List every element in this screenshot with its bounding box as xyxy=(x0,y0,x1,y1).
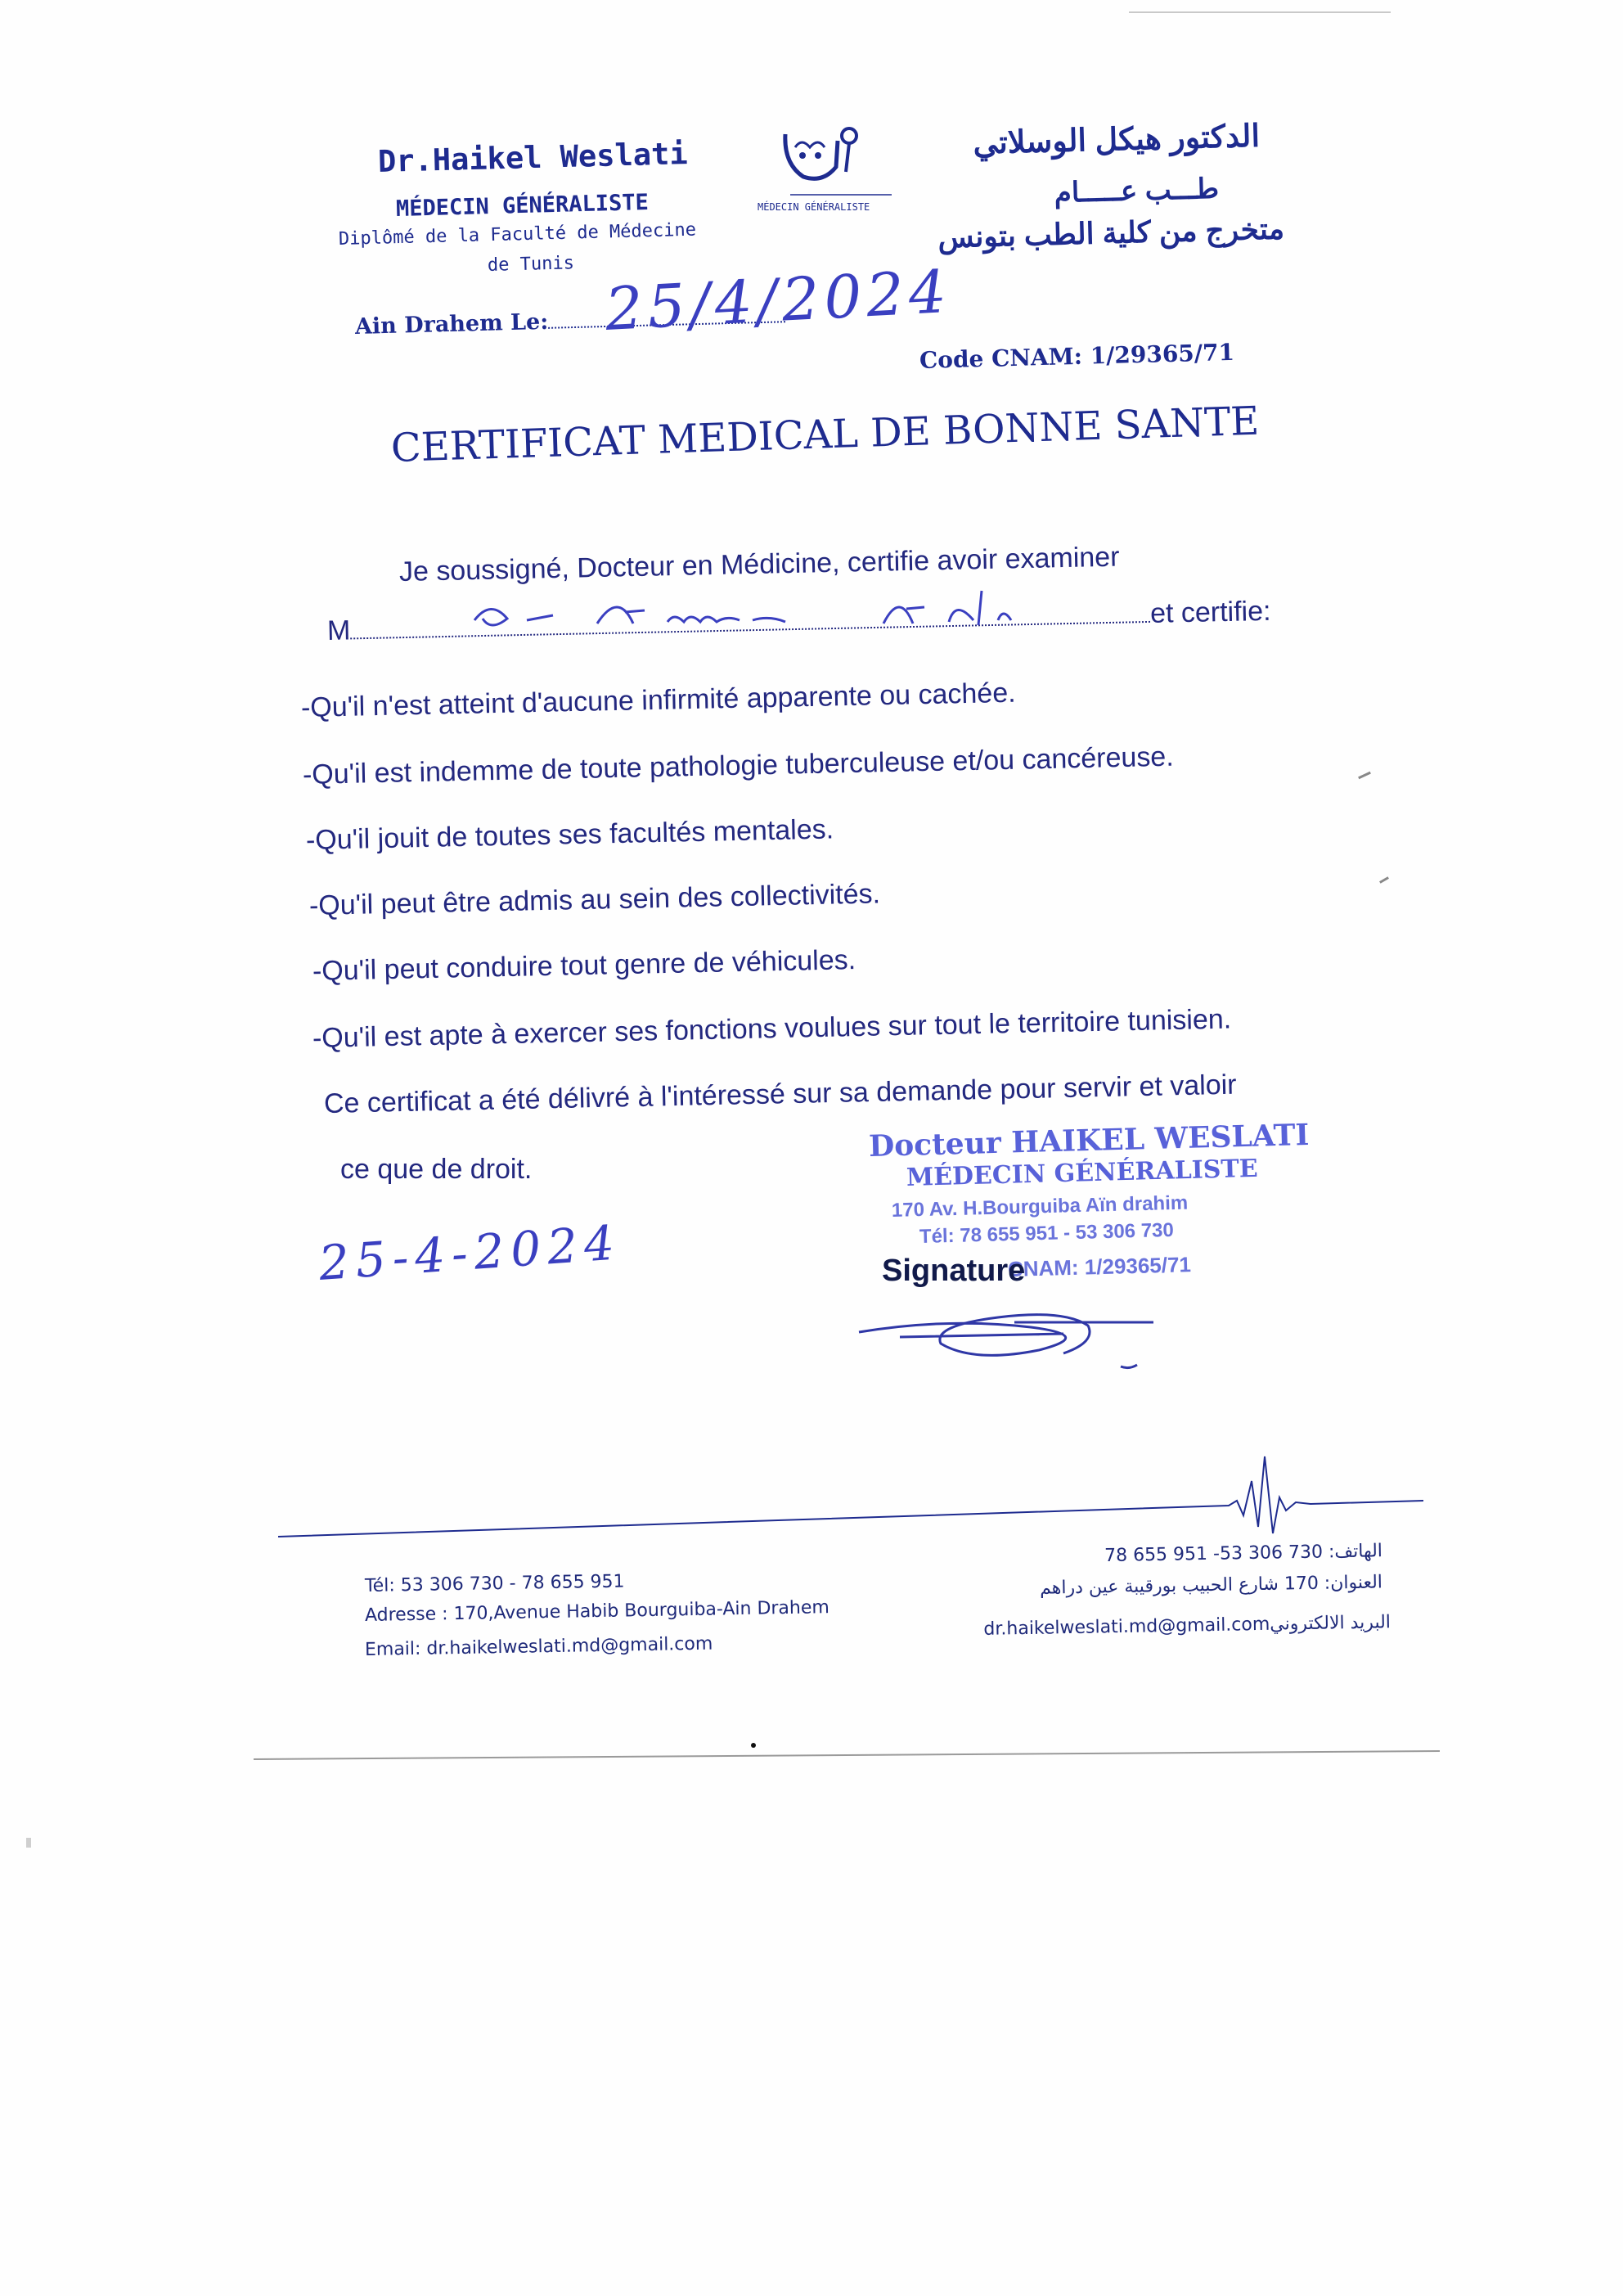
stamp-doctor-name: Docteur HAIKEL WESLATI xyxy=(868,1117,1310,1164)
patient-name-scribble xyxy=(458,583,1145,648)
intro-line: Je soussigné, Docteur en Médicine, certifie avoir examiner xyxy=(398,541,1120,588)
doctor-name: Dr.Haikel Weslati xyxy=(377,136,689,179)
patient-prefix: M xyxy=(326,615,351,646)
place-label: Ain Drahem Le: xyxy=(354,308,549,340)
stamp-phone: Tél: 78 655 951 - 53 306 730 xyxy=(919,1218,1175,1248)
clause-3: -Qu'il jouit de toutes ses facultés mentales. xyxy=(305,813,834,856)
clause-2: -Qu'il est indemme de toute pathologie tuberculeuse et/ou cancéreuse. xyxy=(302,741,1175,790)
footer-ar-address: العنوان: 170 شارع الحبيب بورقيبة عين دراهم xyxy=(1039,1572,1383,1599)
certificate-title: CERTIFICAT MEDICAL DE BONNE SANTE xyxy=(390,398,1261,471)
doctor-specialty: MÉDECIN GÉNÉRALISTE xyxy=(395,189,650,222)
footer-ar-email xyxy=(933,1612,1391,1641)
clause-4: -Qu'il peut être admis au sein des collectivités. xyxy=(308,878,881,921)
stamp-address: 170 Av. H.Bourguiba Aïn drahim xyxy=(891,1191,1189,1222)
arabic-diploma: متخرج من كلية الطب بتونس xyxy=(937,211,1285,254)
scan-mark-right-2 xyxy=(1379,876,1389,884)
medical-logo xyxy=(753,123,892,213)
footer-ar-tel: الهاتف: 730 306 53- 951 655 78 xyxy=(1104,1541,1383,1567)
stamp-specialty: MÉDECIN GÉNÉRALISTE xyxy=(906,1154,1259,1192)
handwritten-signature xyxy=(851,1285,1178,1383)
footer-bottom-line xyxy=(254,1748,1448,1764)
diploma-line-2: de Tunis xyxy=(487,253,575,276)
clause-1: -Qu'il n'est atteint d'aucune infirmité apparente ou cachée. xyxy=(300,677,1016,723)
clause-5: -Qu'il peut conduire tout genre de véhicules. xyxy=(312,944,856,987)
footer-email: Email: dr.haikelweslati.md@gmail.com xyxy=(364,1633,713,1660)
scan-mark-left xyxy=(26,1838,31,1848)
footer-tel: Tél: 53 306 730 - 78 655 951 xyxy=(364,1571,625,1596)
closing-line-2: ce que de droit. xyxy=(340,1154,533,1185)
patient-suffix: et certifie: xyxy=(1149,595,1271,629)
signature-label: Signature xyxy=(882,1254,1026,1288)
stamp-cnam: CNAM: 1/29365/71 xyxy=(1007,1252,1192,1281)
clause-6: -Qu'il est apte à exercer ses fonctions voulues sur tout le territoire tunisien. xyxy=(312,1003,1232,1054)
scan-mark-right-1 xyxy=(1358,772,1371,779)
arabic-doctor-name: الدكتور هيكل الوسلاتي xyxy=(972,119,1261,161)
scan-artifact-line xyxy=(1129,11,1391,13)
footer-ar-email-value: dr.haikelweslati.md@gmail.com xyxy=(983,1614,1270,1640)
arabic-specialty: طـــب عـــــام xyxy=(1054,173,1220,209)
code-cnam: Code CNAM: 1/29365/71 xyxy=(919,338,1235,374)
footer-address: Adresse : 170,Avenue Habib Bourguiba-Ain Drahem xyxy=(364,1597,830,1626)
diploma-line-1: Diplômé de la Faculté de Médecine xyxy=(338,219,697,250)
footer-ar-email-label: البريد الالكتروني xyxy=(1270,1612,1391,1635)
handwritten-date-2: 25-4-2024 xyxy=(317,1214,623,1291)
logo-caption: MÉDECIN GÉNÉRALISTE xyxy=(758,201,870,213)
handwritten-date: 25/4/2024 xyxy=(603,256,953,344)
stethoscope-icon xyxy=(753,123,892,213)
closing-line-1: Ce certificat a été délivré à l'intéressé sur sa demande pour servir et valoir xyxy=(323,1069,1237,1119)
heartbeat-divider xyxy=(278,1448,1423,1546)
scan-dot xyxy=(751,1743,756,1748)
